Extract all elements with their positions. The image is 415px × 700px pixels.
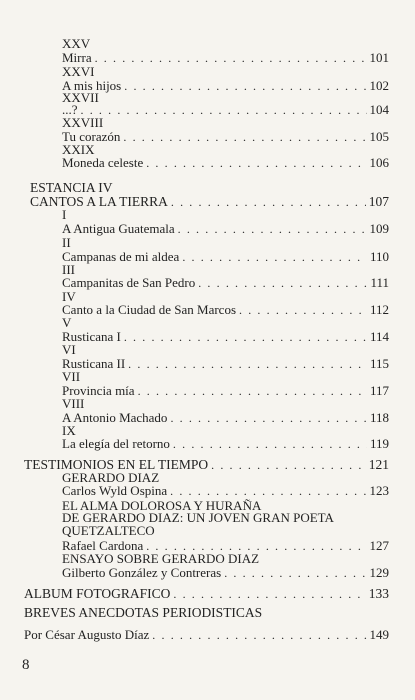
toc-heading xyxy=(62,552,259,566)
toc-title: A Antigua Guatemala xyxy=(62,221,175,236)
toc-title: Mirra xyxy=(62,50,92,65)
toc-entry xyxy=(62,51,389,65)
toc-title: V xyxy=(62,315,72,330)
toc-title: Por César Augusto Díaz xyxy=(24,627,150,642)
toc-title: Gilberto González y Contreras xyxy=(62,565,222,580)
toc-page-number: 109 xyxy=(369,221,389,236)
toc-title: GERARDO DIAZ xyxy=(62,470,160,485)
dot-leader xyxy=(198,276,367,290)
dot-leader xyxy=(128,357,367,371)
toc-entry xyxy=(62,330,389,344)
toc-heading xyxy=(62,65,95,79)
toc-entry xyxy=(62,484,389,498)
toc-heading xyxy=(62,208,66,222)
toc-title: QUETZALTECO xyxy=(62,523,155,538)
toc-title: VII xyxy=(62,369,81,384)
toc-title: IV xyxy=(62,289,76,304)
toc-title: Rusticana II xyxy=(62,356,126,371)
toc-page-number: 102 xyxy=(369,78,389,93)
toc-entry xyxy=(62,130,389,144)
toc-title: XXIX xyxy=(62,142,95,157)
toc-title: XXVII xyxy=(62,90,99,105)
toc-title: VIII xyxy=(62,396,85,411)
toc-title: TESTIMONIOS EN EL TIEMPO xyxy=(24,457,209,472)
dot-leader xyxy=(124,330,367,344)
toc-title: A mis hijos xyxy=(62,78,122,93)
toc-entry xyxy=(62,79,389,93)
toc-page-number: 112 xyxy=(369,302,389,317)
toc-title: DE GERARDO DIAZ: UN JOVEN GRAN POETA xyxy=(62,510,334,525)
toc-page-number: 101 xyxy=(369,50,389,65)
toc-page-number: 110 xyxy=(369,249,389,264)
toc-title: II xyxy=(62,235,71,250)
toc-page-number: 104 xyxy=(369,102,389,117)
toc-title: Tu corazón xyxy=(62,129,121,144)
toc-title: ALBUM FOTOGRAFICO xyxy=(24,586,171,601)
toc-entry xyxy=(24,628,389,642)
toc-page-number: 149 xyxy=(369,627,389,642)
toc-title: Campanitas de San Pedro xyxy=(62,275,196,290)
toc-title: BREVES ANECDOTAS PERIODISTICAS xyxy=(24,605,263,620)
dot-leader xyxy=(173,437,367,451)
dot-leader xyxy=(170,484,366,498)
toc-title: La elegía del retorno xyxy=(62,436,170,451)
toc-title: ENSAYO SOBRE GERARDO DIAZ xyxy=(62,551,260,566)
toc-page-number: 121 xyxy=(368,457,389,472)
toc-entry xyxy=(62,303,389,317)
toc-heading xyxy=(62,370,80,384)
toc-entry xyxy=(62,103,389,117)
dot-leader xyxy=(146,156,366,170)
toc-title: ...? xyxy=(62,102,78,117)
dot-leader xyxy=(152,628,366,642)
toc-entry xyxy=(62,276,389,290)
toc-title: CANTOS A LA TIERRA xyxy=(30,194,168,209)
toc-title: III xyxy=(62,262,75,277)
toc-title: IX xyxy=(62,423,76,438)
toc-entry xyxy=(62,566,389,580)
dot-leader xyxy=(182,250,367,264)
toc-heading xyxy=(62,316,71,330)
toc-title: XXVI xyxy=(62,64,95,79)
toc-entry xyxy=(62,222,389,236)
dot-leader xyxy=(211,458,366,472)
toc-page-number: 106 xyxy=(369,155,389,170)
dot-leader xyxy=(124,79,366,93)
page-number: 8 xyxy=(22,657,30,673)
toc-heading xyxy=(62,524,155,538)
toc-heading xyxy=(62,236,71,250)
toc-title: XXV xyxy=(62,36,91,51)
toc-page-number: 115 xyxy=(369,356,389,371)
dot-leader xyxy=(81,103,367,117)
toc-title: Provincia mía xyxy=(62,383,135,398)
toc-page-number: 118 xyxy=(369,410,389,425)
toc-entry xyxy=(30,195,389,209)
toc-page-number: 119 xyxy=(369,436,389,451)
dot-leader xyxy=(239,303,367,317)
toc-heading xyxy=(62,37,90,51)
toc-entry xyxy=(62,437,389,451)
toc-entry xyxy=(24,587,389,601)
toc-entry xyxy=(62,357,389,371)
toc-page-number: 129 xyxy=(369,565,389,580)
toc-entry xyxy=(62,384,389,398)
toc-title: EL ALMA DOLOROSA Y HURAÑA xyxy=(62,498,262,513)
toc-heading xyxy=(62,116,103,130)
dot-leader xyxy=(170,411,367,425)
toc-page-number: 127 xyxy=(369,538,389,553)
toc-title: A Antonio Machado xyxy=(62,410,168,425)
toc-entry xyxy=(62,156,389,170)
toc-entry xyxy=(62,250,389,264)
toc-title: VI xyxy=(62,342,76,357)
toc-heading xyxy=(62,397,84,411)
toc-page-number: 117 xyxy=(369,383,389,398)
toc-heading xyxy=(24,606,262,620)
toc-page-number: 133 xyxy=(368,586,389,601)
dot-leader xyxy=(173,587,365,601)
dot-leader xyxy=(178,222,367,236)
toc-title: XXVIII xyxy=(62,115,104,130)
toc-title: Rafael Cardona xyxy=(62,538,144,553)
toc-heading xyxy=(30,181,113,195)
toc-title: I xyxy=(62,207,67,222)
toc-entry xyxy=(62,411,389,425)
toc-page-number: 105 xyxy=(369,129,389,144)
toc-title: Rusticana I xyxy=(62,329,121,344)
toc-title: Moneda celeste xyxy=(62,155,144,170)
toc-page-number: 111 xyxy=(370,275,389,290)
toc-page-number: 107 xyxy=(368,194,389,209)
toc-title: Campanas de mi aldea xyxy=(62,249,180,264)
toc-page-number: 114 xyxy=(369,329,389,344)
dot-leader xyxy=(123,130,366,144)
toc-title: Carlos Wyld Ospina xyxy=(62,483,168,498)
toc-title: Canto a la Ciudad de San Marcos xyxy=(62,302,237,317)
dot-leader xyxy=(138,384,367,398)
dot-leader xyxy=(95,51,367,65)
toc-title: ESTANCIA IV xyxy=(30,180,113,195)
dot-leader xyxy=(224,566,366,580)
toc-page-number: 123 xyxy=(369,483,389,498)
dot-leader xyxy=(171,195,366,209)
toc-heading xyxy=(62,343,76,357)
